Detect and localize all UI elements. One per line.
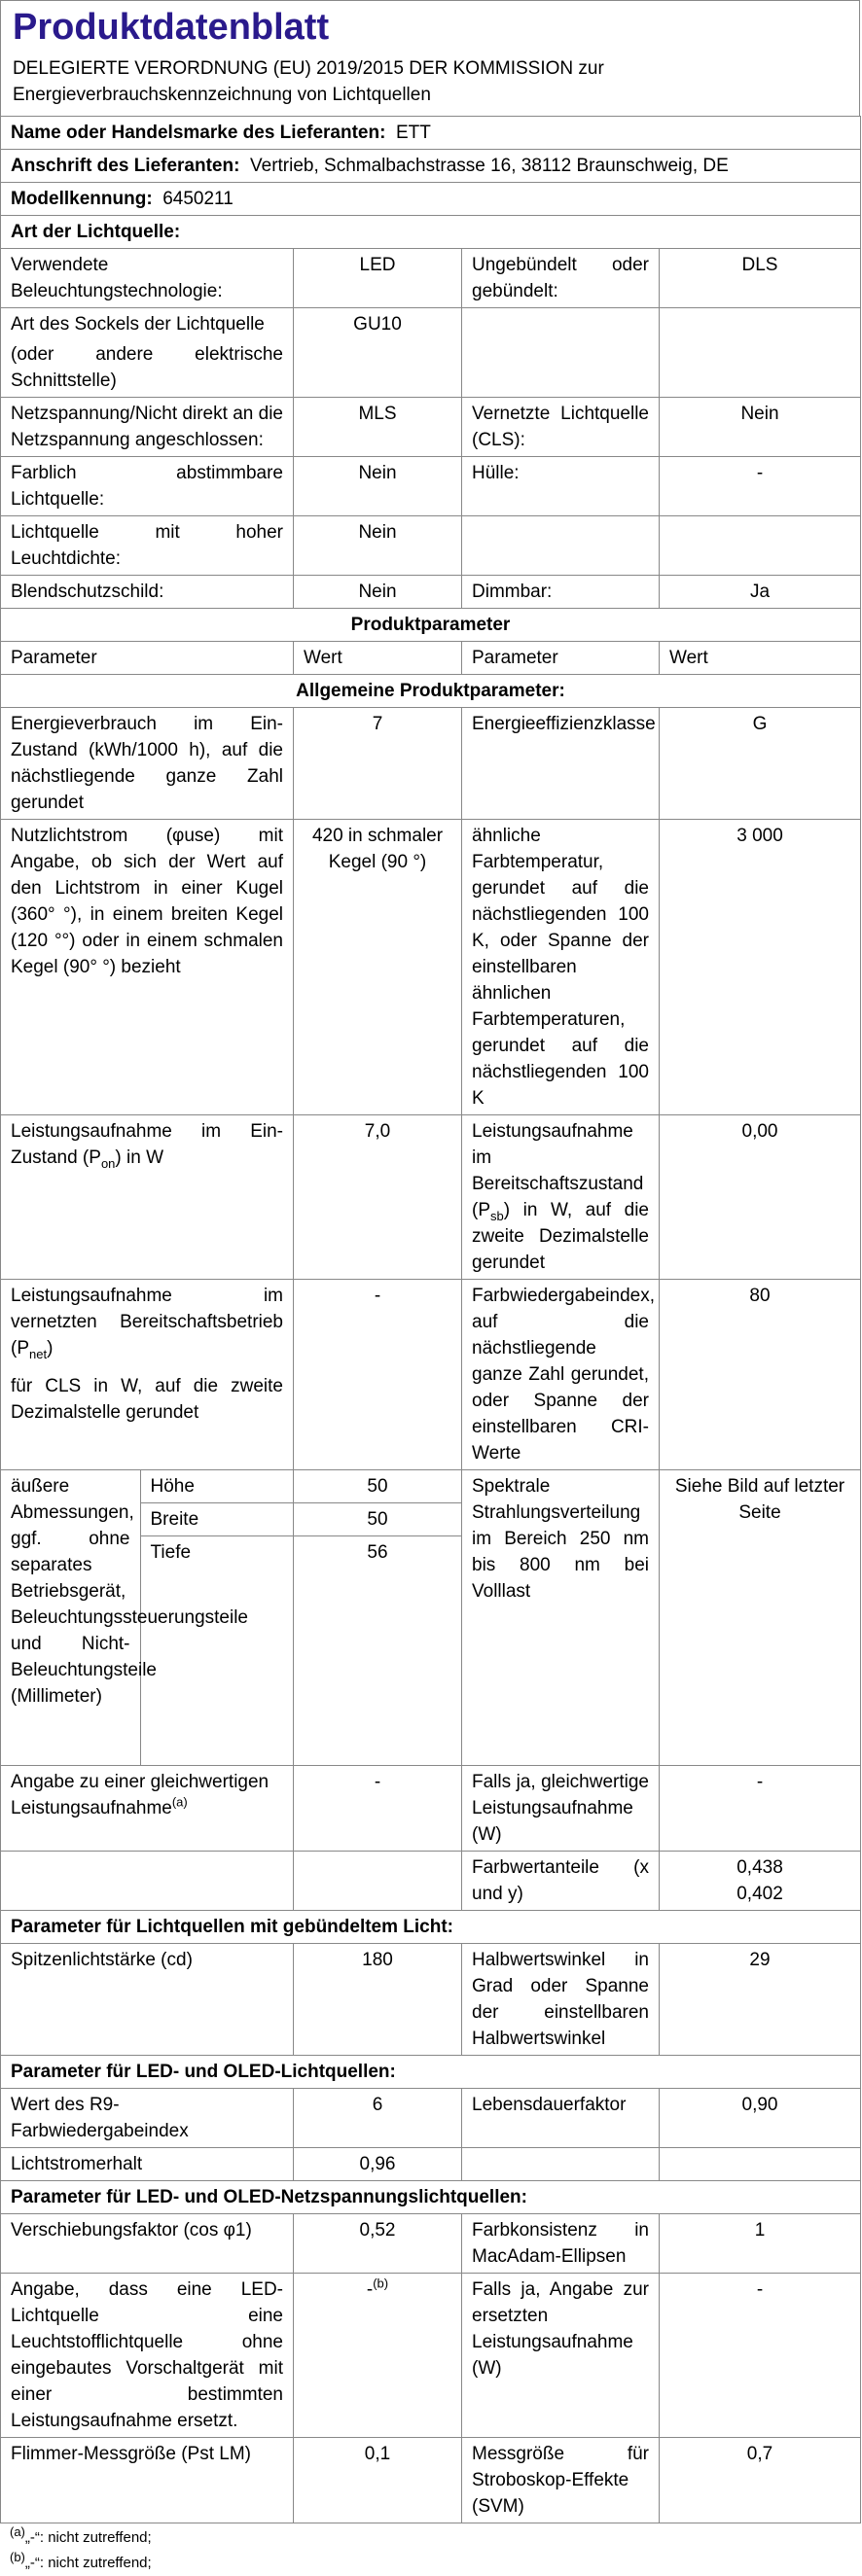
dimensions-label: äußere Abmessungen, ggf. ohne separates Betriebsgerät, Beleuchtungssteuerungsteile und Nicht-Beleuchtungsteile (Millimeter) [1, 1470, 140, 1765]
param-label: Lichtquelle mit hoher Leuchtdichte: [1, 516, 294, 576]
spd-label: Spektrale Strahlungsverteilung im Bereich 250 nm bis 800 nm bei Volllast [462, 1470, 660, 1766]
power-row [1, 1115, 861, 1280]
param-label: Farblich abstimmbare Lichtquelle: [1, 457, 294, 516]
model-value: 6450211 [162, 189, 233, 209]
param-value: Ja [660, 576, 861, 609]
light-type-row [1, 249, 861, 308]
dimensions-values [294, 1470, 462, 1766]
pon-label-text-end: ) in W [115, 1147, 164, 1168]
psb-label-sub: sb [490, 1208, 504, 1223]
equivalent-power-label: Falls ja, gleichwertige Leistungsaufnahme (W) [462, 1766, 660, 1852]
stroboscopic-value: 0,7 [660, 2438, 861, 2523]
param-value: - [660, 457, 861, 516]
param-value [660, 308, 861, 398]
pon-label [1, 1115, 294, 1280]
psb-label-text: Leistungsaufnahme im Bereitschaftszustand (P [472, 1121, 644, 1220]
led-row [1, 2089, 861, 2148]
light-type-row [1, 398, 861, 457]
param-value [660, 516, 861, 576]
column-header-param: Parameter [462, 642, 660, 675]
param-value: Nein [294, 516, 462, 576]
psb-label [462, 1115, 660, 1280]
led-row [1, 2148, 861, 2181]
param-value: DLS [660, 249, 861, 308]
led-mains-row [1, 2438, 861, 2523]
pnet-row [1, 1280, 861, 1470]
pnet-label-text-end: ) [47, 1338, 54, 1359]
peak-intensity-label: Spitzenlichtstärke (cd) [1, 1944, 294, 2056]
param-value: LED [294, 249, 462, 308]
datasheet-table [0, 116, 861, 2523]
dim-value: 56 [367, 1542, 388, 1563]
equivalent-value: - [294, 1766, 462, 1852]
socket-label-note: (oder andere elektrische Schnittstelle) [11, 344, 283, 391]
efficiency-class-label: Energieeffizienzklasse [462, 708, 660, 820]
dim-name: Höhe [141, 1470, 295, 1503]
dim-name: Tiefe [150, 1542, 192, 1563]
supplier-address-label: Anschrift des Lieferanten: [11, 156, 240, 176]
footnote-text: „-“: nicht zutreffend; [24, 2555, 152, 2571]
led-heading: Parameter für LED- und OLED-Lichtquellen: [1, 2056, 861, 2089]
led-heading-row [1, 2056, 861, 2089]
r9-label: Wert des R9-Farbwiedergabeindex [1, 2089, 294, 2148]
replacement-value [294, 2274, 462, 2438]
flux-row [1, 820, 861, 1115]
chromaticity-label: Farbwertanteile (x und y) [462, 1852, 660, 1911]
product-params-heading: Produktparameter [1, 609, 861, 642]
supplier-name-label: Name oder Handelsmarke des Lieferanten: [11, 123, 386, 143]
directional-heading: Parameter für Lichtquellen mit gebündeltem Licht: [1, 1911, 861, 1944]
param-value: Nein [294, 576, 462, 609]
chromaticity-x: 0,438 [736, 1857, 783, 1878]
param-label: Vernetzte Lichtquelle (CLS): [462, 398, 660, 457]
param-label: Dimmbar: [462, 576, 660, 609]
param-label: Verwendete Beleuchtungstechnologie: [1, 249, 294, 308]
replacement-label: Angabe, dass eine LED-Lichtquelle eine Leuchtstofflichtquelle ohne eingebautes Vorschaltgerät mit einer bestimmten Leistungsaufnahme ersetzt. [1, 2274, 294, 2438]
pnet-value: - [294, 1280, 462, 1470]
param-label [1, 308, 294, 398]
displacement-factor-label: Verschiebungsfaktor (cos φ1) [1, 2214, 294, 2274]
param-value: Nein [660, 398, 861, 457]
pon-value: 7,0 [294, 1115, 462, 1280]
energy-row [1, 708, 861, 820]
psb-value: 0,00 [660, 1115, 861, 1280]
param-label: Hülle: [462, 457, 660, 516]
light-type-heading: Art der Lichtquelle: [1, 216, 861, 249]
general-params-heading: Allgemeine Produktparameter: [1, 675, 861, 708]
light-type-row [1, 576, 861, 609]
pnet-label-sub: net [29, 1346, 48, 1361]
dimensions-cell [1, 1470, 294, 1766]
dim-value: 50 [294, 1503, 461, 1536]
energy-label: Energieverbrauch im Ein-Zustand (kWh/1000 h), auf die nächstliegende ganze Zahl gerundet [1, 708, 294, 820]
product-params-heading-row [1, 609, 861, 642]
pon-label-sub: on [100, 1155, 116, 1171]
param-label [462, 308, 660, 398]
footnote-mark: (b) [10, 2550, 25, 2564]
footnote [0, 2525, 860, 2551]
param-label: Netzspannung/Nicht direkt an die Netzspannung angeschlossen: [1, 398, 294, 457]
light-type-row [1, 516, 861, 576]
directional-row [1, 1944, 861, 2056]
lumen-maintenance-value: 0,96 [294, 2148, 462, 2181]
led-mains-row [1, 2214, 861, 2274]
equivalent-label [1, 1766, 294, 1852]
cct-label: ähnliche Farbtemperatur, gerundet auf die nächstliegenden 100 K, oder Spanne der einstellbaren ähnlichen Farbtemperaturen, gerundet auf die nächstliegenden 100 K [462, 820, 660, 1115]
dimensions-label-table [1, 1470, 294, 1765]
replacement-value-text: - [366, 2279, 374, 2300]
pon-label-text: Leistungsaufnahme im Ein-Zustand (P [11, 1121, 283, 1168]
displacement-factor-value: 0,52 [294, 2214, 462, 2274]
light-type-heading-row [1, 216, 861, 249]
led-mains-heading: Parameter für LED- und OLED-Netzspannungslichtquellen: [1, 2181, 861, 2214]
supplier-name-row [1, 117, 861, 150]
column-header-value: Wert [660, 642, 861, 675]
column-header-value: Wert [294, 642, 462, 675]
pnet-label-text: Leistungsaufnahme im vernetzten Bereitschaftsbetrieb (P [11, 1286, 283, 1359]
pnet-label-note: für CLS in W, auf die zweite Dezimalstelle gerundet [11, 1376, 283, 1423]
param-label: Ungebündelt oder gebündelt: [462, 249, 660, 308]
page-title: Produktdatenblatt [0, 0, 860, 52]
footnote [0, 2551, 860, 2576]
param-label: Blendschutzschild: [1, 576, 294, 609]
stroboscopic-label: Messgröße für Stroboskop-Effekte (SVM) [462, 2438, 660, 2523]
lumen-maintenance-label: Lichtstromerhalt [1, 2148, 294, 2181]
macadam-label: Farbkonsistenz in MacAdam-Ellipsen [462, 2214, 660, 2274]
param-value: MLS [294, 398, 462, 457]
flux-value: 420 in schmaler Kegel (90 °) [294, 820, 462, 1115]
dim-name: Breite [141, 1503, 295, 1536]
footnote-mark: (a) [10, 2524, 25, 2539]
param-value: GU10 [294, 308, 462, 398]
equivalent-power-row [1, 1766, 861, 1852]
led-mains-heading-row [1, 2181, 861, 2214]
pnet-label [1, 1280, 294, 1470]
param-label [462, 516, 660, 576]
footnote-text: „-“: nicht zutreffend; [24, 2529, 152, 2546]
survival-factor-label: Lebensdauerfaktor [462, 2089, 660, 2148]
peak-intensity-value: 180 [294, 1944, 462, 2056]
dimensions-row [1, 1470, 861, 1766]
efficiency-class-value: G [660, 708, 861, 820]
equivalent-label-text: Angabe zu einer gleichwertigen Leistungsaufnahme [11, 1772, 269, 1818]
regulation-subtitle: DELEGIERTE VERORDNUNG (EU) 2019/2015 DER KOMMISSION zur Energieverbrauchskennzeichnung von Lichtquellen [0, 52, 860, 116]
model-label: Modellkennung: [11, 189, 153, 209]
replacement-power-value: - [660, 2274, 861, 2438]
light-type-row [1, 308, 861, 398]
footnote-mark: (b) [373, 2276, 389, 2291]
chromaticity-y: 0,402 [736, 1884, 783, 1904]
energy-value: 7 [294, 708, 462, 820]
directional-heading-row [1, 1911, 861, 1944]
r9-value: 6 [294, 2089, 462, 2148]
replacement-power-label: Falls ja, Angabe zur ersetzten Leistungsaufnahme (W) [462, 2274, 660, 2438]
psb-label-text-end: ) in W, auf die zweite Dezimalstelle gerundet [472, 1200, 649, 1273]
footnote-mark: (a) [171, 1794, 188, 1810]
model-row [1, 183, 861, 216]
led-mains-row [1, 2274, 861, 2438]
cri-label: Farbwiedergabeindex, auf die nächstliegende ganze Zahl gerundet, oder Spanne der einstellbaren CRI-Werte [462, 1280, 660, 1470]
dim-value: 50 [294, 1470, 461, 1503]
cct-value: 3 000 [660, 820, 861, 1115]
socket-label: Art des Sockels der Lichtquelle [11, 314, 265, 335]
supplier-address-row [1, 150, 861, 183]
cri-value: 80 [660, 1280, 861, 1470]
chromaticity-values [660, 1852, 861, 1911]
general-params-heading-row [1, 675, 861, 708]
flux-label: Nutzlichtstrom (φuse) mit Angabe, ob sich der Wert auf den Lichtstrom in einer Kugel (360° °), in einem breiten Kegel (120 °°) oder in einem schmalen Kegel (90° °) bezieht [1, 820, 294, 1115]
column-header-param: Parameter [1, 642, 294, 675]
macadam-value: 1 [660, 2214, 861, 2274]
beam-angle-label: Halbwertswinkel in Grad oder Spanne der einstellbaren Halbwertswinkel [462, 1944, 660, 2056]
spd-value: Siehe Bild auf letzter Seite [660, 1470, 861, 1766]
supplier-address-value: Vertrieb, Schmalbachstrasse 16, 38112 Braunschweig, DE [250, 156, 729, 176]
flicker-label: Flimmer-Messgröße (Pst LM) [1, 2438, 294, 2523]
supplier-name-value: ETT [395, 123, 431, 143]
column-header-row [1, 642, 861, 675]
beam-angle-value: 29 [660, 1944, 861, 2056]
survival-factor-value: 0,90 [660, 2089, 861, 2148]
equivalent-power-value: - [660, 1766, 861, 1852]
flicker-value: 0,1 [294, 2438, 462, 2523]
light-type-row [1, 457, 861, 516]
chromaticity-row [1, 1852, 861, 1911]
param-value: Nein [294, 457, 462, 516]
